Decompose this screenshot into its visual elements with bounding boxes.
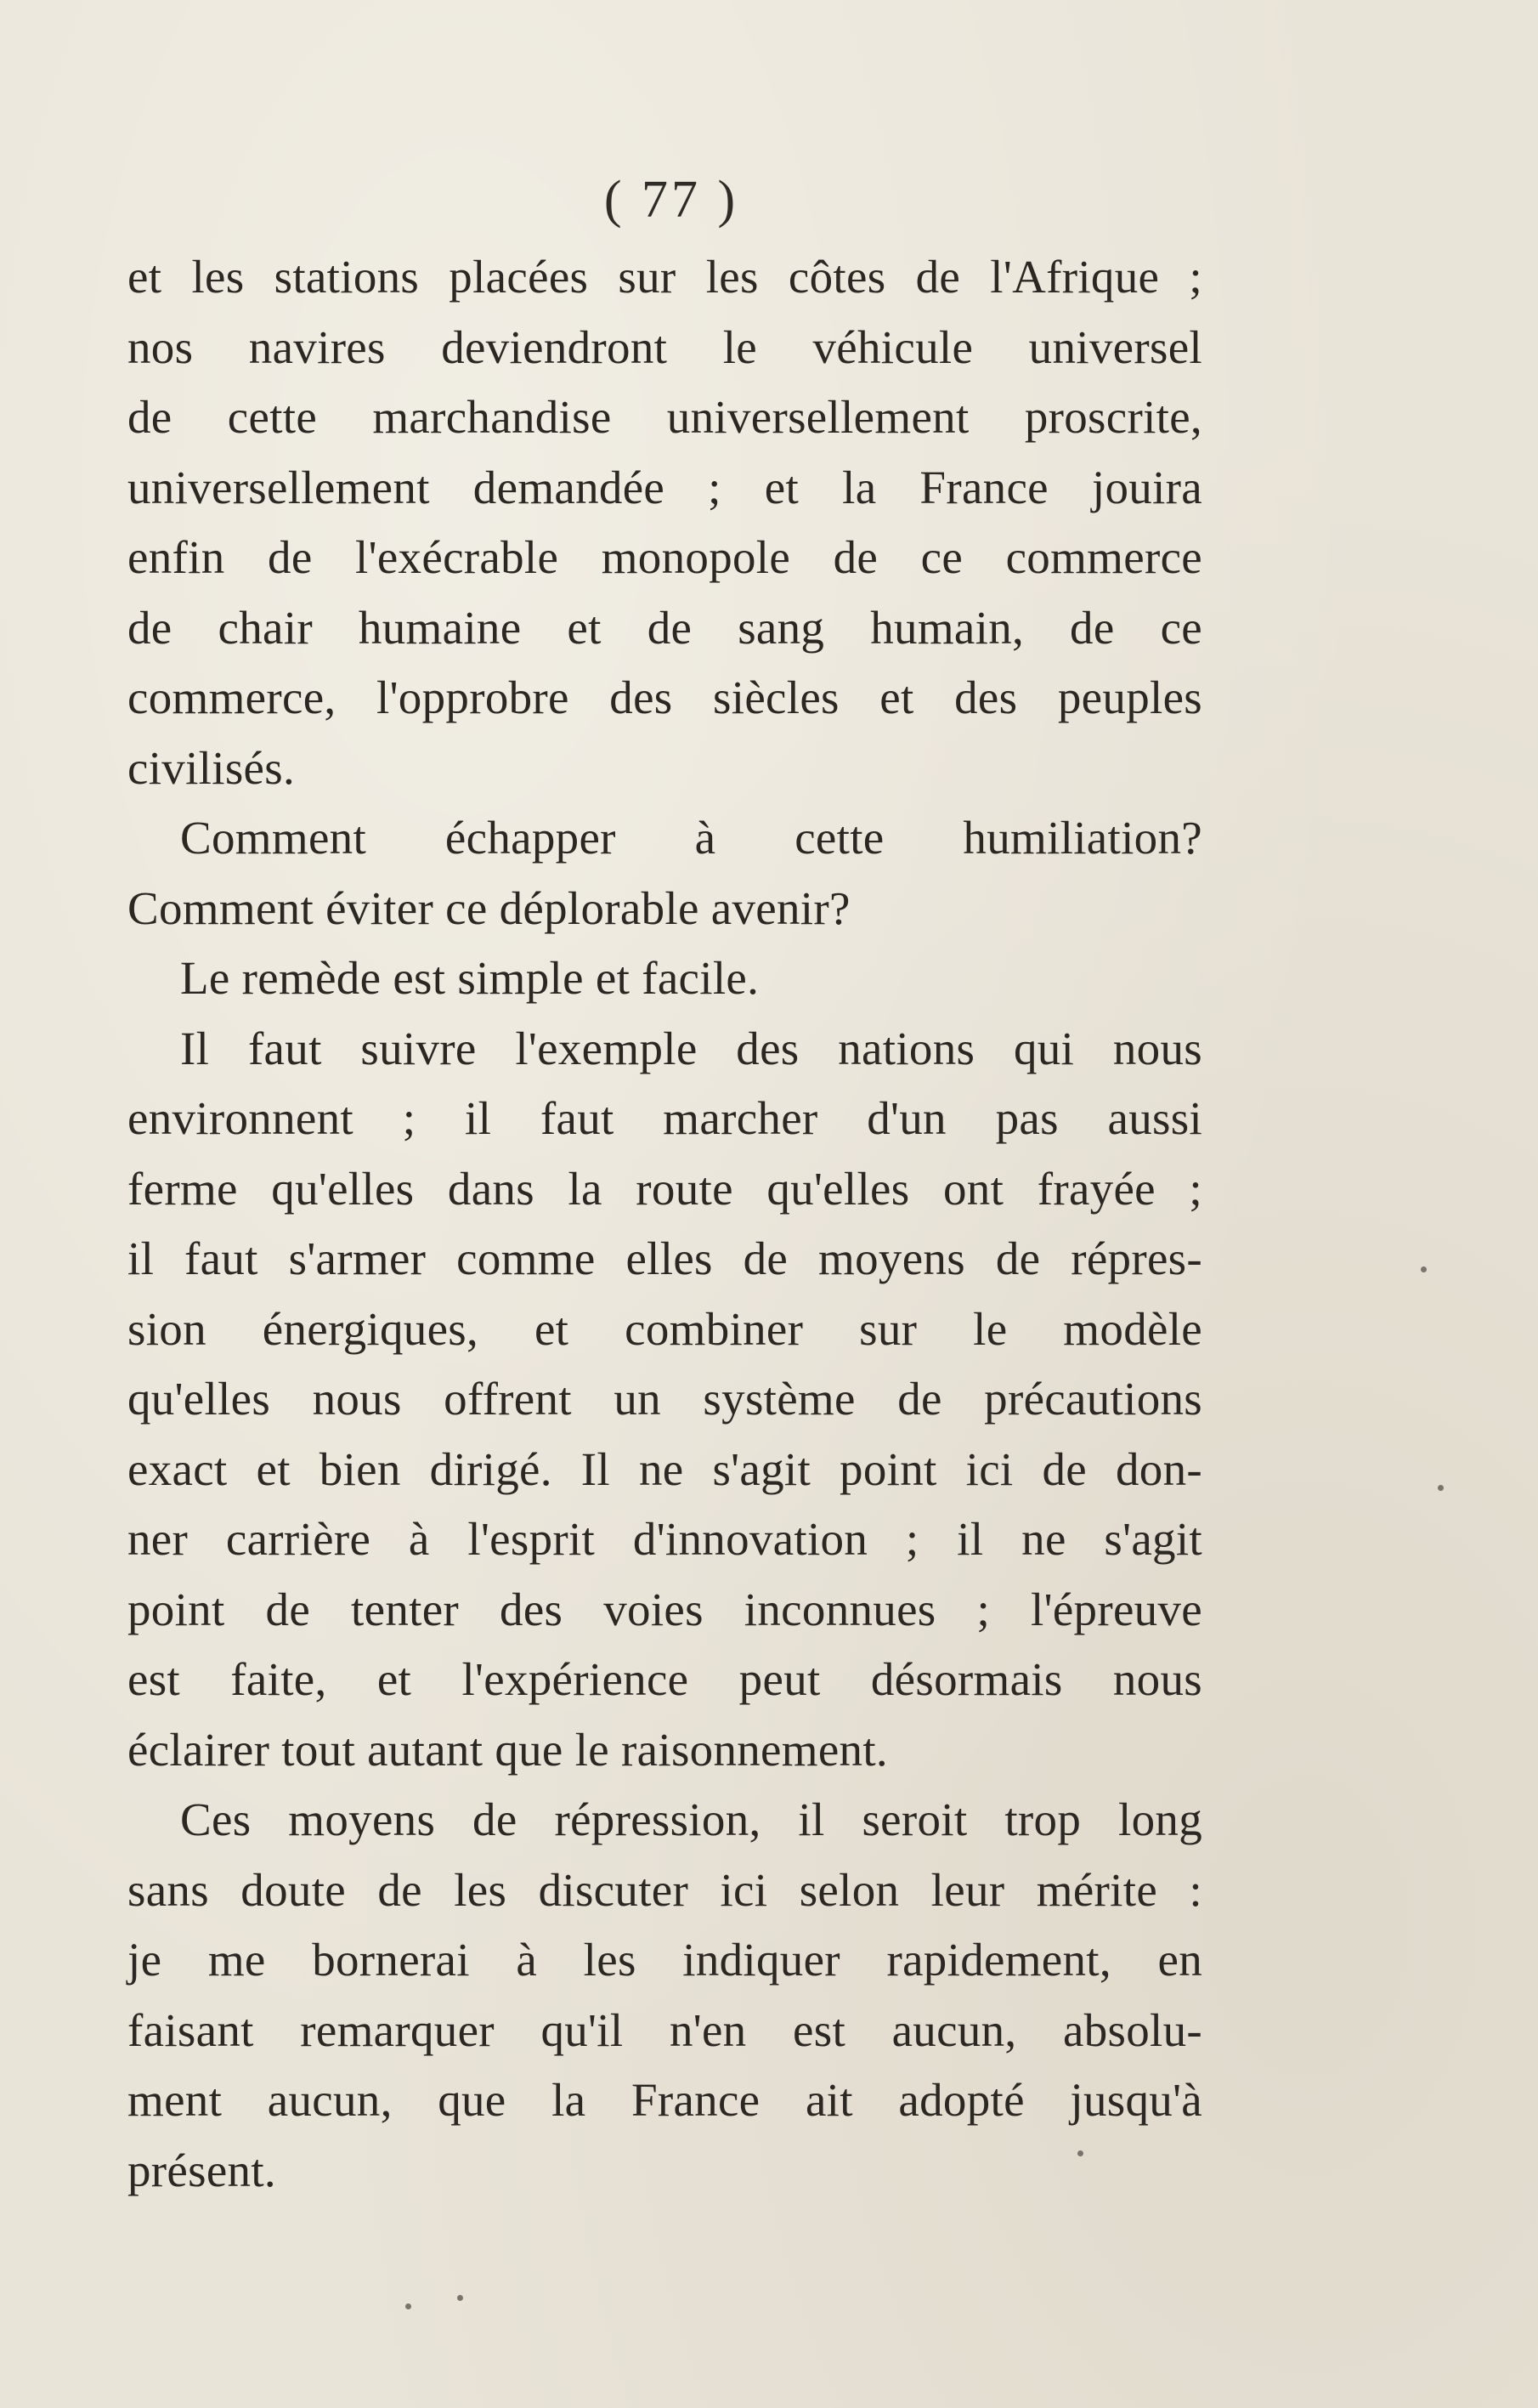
ink-speck <box>1077 2150 1083 2156</box>
text-line: il faut s'armer comme elles de moyens de répres- <box>127 1232 1202 1284</box>
text-line: environnent ; il faut marcher d'un pas aussi <box>127 1092 1202 1144</box>
text-line: Le remède est simple et facile. <box>180 952 760 1004</box>
text-line: sion énergiques, et combiner sur le modèle <box>127 1302 1202 1355</box>
ink-speck <box>457 2295 463 2301</box>
text-line: ferme qu'elles dans la route qu'elles ont frayée ; <box>127 1162 1202 1215</box>
text-line: ner carrière à l'esprit d'innovation ; il ne s'agit <box>127 1513 1202 1565</box>
page-number: ( 77 ) <box>603 171 739 229</box>
text-line: éclairer tout autant que le raisonnement. <box>127 1723 888 1776</box>
text-line: et les stations placées sur les côtes de l'Afrique ; <box>127 251 1202 303</box>
text-line: est faite, et l'expérience peut désormais nous <box>127 1653 1202 1705</box>
text-line: civilisés. <box>127 741 296 794</box>
text-line: qu'elles nous offrent un système de précautions <box>127 1373 1202 1425</box>
ink-speck <box>1438 1485 1444 1491</box>
ink-speck <box>1421 1266 1427 1272</box>
text-line: sans doute de les discuter ici selon leur mérite : <box>127 1863 1202 1916</box>
text-line: Il faut suivre l'exemple des nations qui nous <box>180 1022 1202 1074</box>
text-line: Comment éviter ce déplorable avenir? <box>127 881 851 934</box>
text-line: universellement demandée ; et la France jouira <box>127 461 1202 513</box>
text-line: de cette marchandise universellement proscrite, <box>127 391 1202 443</box>
text-line: point de tenter des voies inconnues ; l'épreuve <box>127 1583 1202 1635</box>
text-line: Comment échapper à cette humiliation? <box>180 812 1202 864</box>
text-line: enfin de l'exécrable monopole de ce commerce <box>127 531 1202 583</box>
text-line: faisant remarquer qu'il n'en est aucun, absolu- <box>127 2003 1202 2056</box>
text-line: je me bornerai à les indiquer rapidement, en <box>127 1934 1202 1986</box>
ink-speck <box>405 2303 411 2309</box>
text-line: commerce, l'opprobre des siècles et des peuples <box>127 671 1202 723</box>
body-text <box>127 242 1202 2206</box>
text-line: présent. <box>127 2144 276 2196</box>
text-line: exact et bien dirigé. Il ne s'agit point ici de don- <box>127 1442 1202 1495</box>
text-line: Ces moyens de répression, il seroit trop long <box>180 1793 1202 1845</box>
text-line: de chair humaine et de sang humain, de ce <box>127 601 1202 654</box>
text-line: ment aucun, que la France ait adopté jusqu'à <box>127 2074 1202 2126</box>
text-line: nos navires deviendront le véhicule universel <box>127 320 1202 373</box>
